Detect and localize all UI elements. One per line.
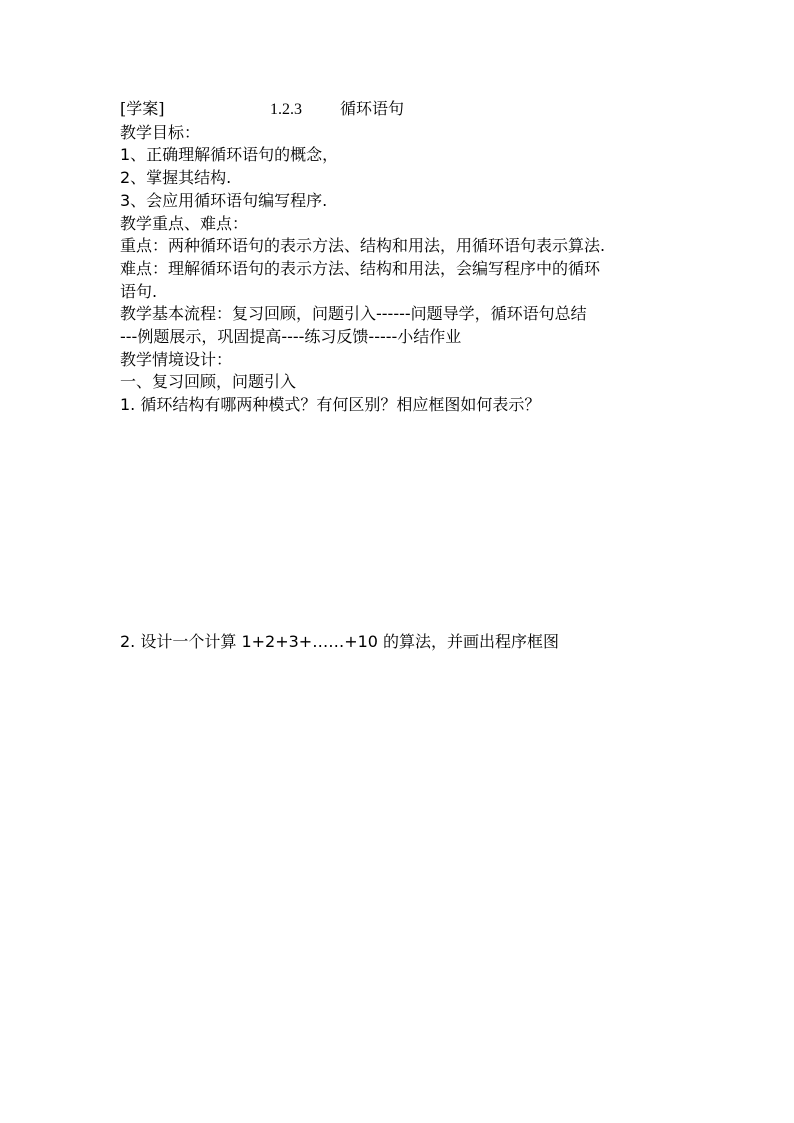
key-points-heading: 教学重点、难点：	[120, 213, 249, 233]
design-heading: 教学情境设计：	[120, 349, 233, 369]
question-2: 2. 设计一个计算 1+2+3+……+10 的算法，并画出程序框图	[120, 632, 560, 651]
flow-line-1: 教学基本流程：复习回顾，问题引入------问题导学，循环语句总结	[120, 304, 587, 324]
objectives-heading: 教学目标：	[120, 122, 201, 142]
part-one-heading: 一、复习回顾，问题引入	[120, 372, 297, 392]
difficult-point-line-1: 难点：理解循环语句的表示方法、结构和用法，会编写程序中的循环	[120, 258, 601, 278]
objective-item-2: 2、掌握其结构.	[120, 168, 232, 188]
document-header	[120, 98, 690, 122]
document-body	[120, 98, 690, 417]
doc-type-tag: [学案]	[120, 99, 165, 118]
question-1: 1. 循环结构有哪两种模式？有何区别？相应框图如何表示？	[120, 395, 541, 415]
difficult-point-line-2: 语句.	[120, 281, 158, 301]
objective-item-3: 3、会应用循环语句编写程序.	[120, 190, 328, 210]
section-title: 循环语句	[340, 99, 405, 118]
section-number: 1.2.3	[270, 101, 302, 118]
flow-line-2: ---例题展示，巩固提高----练习反馈-----小结作业	[120, 327, 462, 347]
objective-item-1: 1、正确理解循环语句的概念，	[120, 145, 339, 165]
key-point: 重点：两种循环语句的表示方法、结构和用法，用循环语句表示算法.	[120, 236, 606, 256]
